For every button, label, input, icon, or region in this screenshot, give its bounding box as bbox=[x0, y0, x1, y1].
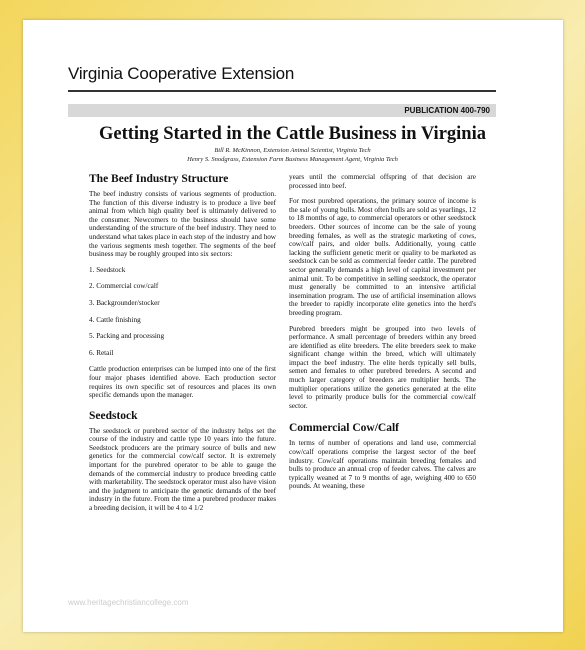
paragraph: Purebred breeders might be grouped into two levels of performance. A small percentage of breeders within any breed are identified as elite breeders. The elite breeders seek to make significant change within the breed, which will ultimately impact the beef industry. The elite herds typically sell bulls, semen and females to other purebred breeders. A second and much larger category of breeders are multiplier herds. The multiplier operations utilize the genetics generated at the elite level to primarily produce bulls for the commercial cow/calf sector. bbox=[289, 324, 476, 410]
sector-list bbox=[89, 266, 276, 358]
section-heading-seedstock: Seedstock bbox=[89, 409, 138, 422]
section-heading-beef-industry: The Beef Industry Structure bbox=[89, 173, 229, 185]
paragraph: The beef industry consists of various segments of production. The function of this diverse industry is to produce a live beef animal from which high quality beef is ultimately delivered to the consumer. Newcomers to the business should have some understanding of the structure of the beef industry. They need to understand what takes place in each step of the industry and how the various segments mesh together. The segments of the beef business may be roughly grouped into six sectors: bbox=[89, 190, 276, 259]
right-column bbox=[289, 173, 476, 498]
document-title: Getting Started in the Cattle Business in Virginia bbox=[99, 124, 486, 144]
left-column bbox=[89, 173, 276, 520]
list-item: 6. Retail bbox=[89, 348, 114, 357]
author-1: Bill R. McKinnon, Extension Animal Scientist, Virginia Tech bbox=[214, 147, 371, 154]
paragraph: years until the commercial offspring of that decision are processed into beef. bbox=[289, 173, 476, 190]
header-rule bbox=[68, 90, 496, 92]
paragraph: The seedstock or purebred sector of the industry helps set the course of the industry and cattle type 10 years into the future. Seedstock producers are the primary source of bulls and new genetics for the commercial cow/calf sector. It is extremely important for the purebred operator to be able to gauge the demands of the commercial industry to produce breeding cattle with marketability. The seedstock operator must also have vision and the judgment to anticipate the genetic demands of the beef industry in the future. From the time a purebred producer makes a breeding decision, it will be 4 to 4 1/2 bbox=[89, 426, 276, 513]
list-item: 1. Seedstock bbox=[89, 265, 126, 274]
publication-number: PUBLICATION 400-790 bbox=[404, 106, 490, 115]
masthead: Virginia Cooperative Extension bbox=[68, 64, 295, 83]
section-heading-commercial-cow-calf: Commercial Cow/Calf bbox=[289, 422, 399, 435]
publication-bar bbox=[68, 104, 496, 117]
list-item: 2. Commercial cow/calf bbox=[89, 282, 159, 291]
authors bbox=[0, 146, 585, 164]
list-item: 3. Backgrounder/stocker bbox=[89, 298, 160, 307]
paragraph: Cattle production enterprises can be lumped into one of the first four major phases identified above. Each production sector requires its own specific set of resources and places its own specific demands upon the manager. bbox=[89, 365, 276, 400]
list-item: 5. Packing and processing bbox=[89, 332, 165, 341]
paragraph: For most purebred operations, the primary source of income is the sale of young bulls. Most often bulls are sold as yearlings, 12 to 18 months of age, to commercial operators or other seedstock breeders. Other sources of income can be the sale of young breeding females, as well as the strategic marketing of cows, cow/calf pairs, and older bulls. Additionally, young cattle lacking the sufficient genetic merit or quality to be marketed as seedstock can be sold as commercial feeder cattle. The purebred sector generally demands a high level of capital investment per animal unit. To be competitive in selling seedstock, the operator must generally be committed to an intensive artificial insemination program. The use of artificial insemination allows the breeder to rapidly incorporate elite genetics into the herd's breeding program. bbox=[289, 197, 476, 317]
paragraph: In terms of number of operations and land use, commercial cow/calf operations comprise the largest sector of the beef industry. Cow/calf operations maintain breeding females and bulls to produce an annual crop of feeder calves. The calves are typically weaned at 7 to 9 months of age, weighing 400 to 650 pounds. At weaning, these bbox=[289, 439, 476, 491]
list-item: 4. Cattle finishing bbox=[89, 315, 141, 324]
author-2: Henry S. Snodgrass, Extension Farm Business Management Agent, Virginia Tech bbox=[187, 156, 398, 163]
watermark: www.heritagechristiancollege.com bbox=[68, 598, 189, 607]
